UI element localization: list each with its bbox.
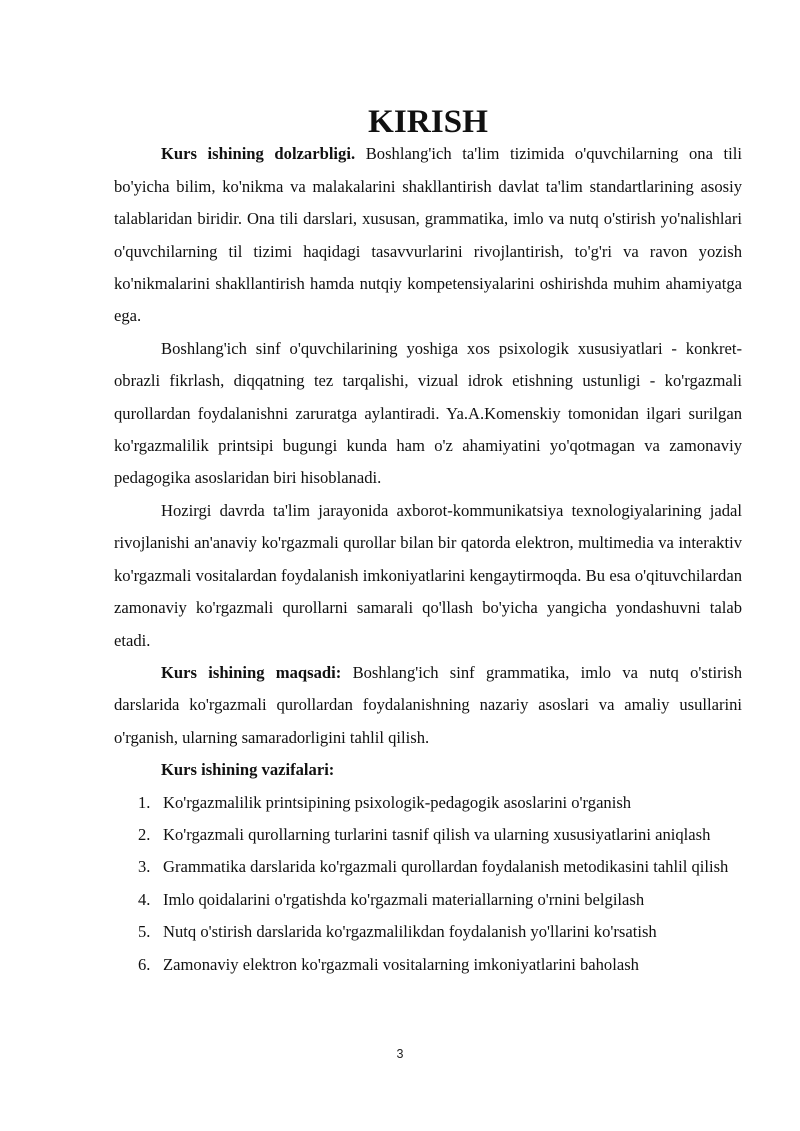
- paragraph-relevance: [114, 138, 742, 332]
- paragraph-text: Boshlang'ich sinf grammatika, imlo va nutq o'stirish darslarida ko'rgazmali qurollardan foydalanishning nazariy asoslari va amaliy usullarini o'rganish, ularning samaradorligini tahlil qilish.: [114, 662, 742, 747]
- list-item: [114, 819, 742, 851]
- paragraph-lead: Kurs ishining maqsadi:: [161, 662, 342, 682]
- page-number: 3: [396, 1047, 404, 1061]
- list-item-text: Grammatika darslarida ko'rgazmali qurollardan foydalanish metodikasini tahlil qilish: [163, 857, 729, 877]
- list-item: [114, 916, 742, 948]
- paragraph-goal: [114, 657, 742, 754]
- paragraph-text: Boshlang'ich ta'lim tizimida o'quvchilarning ona tili bo'yicha bilim, ko'nikma va malakalarini shakllantirish davlat ta'lim standartlarining asosiy talablaridan biridir. Ona tili darslari, xususan, grammatika, imlo va nutq o'stirish yo'nalishlari o'quvchilarning til tizimi haqidagi tasavvurlarini rivojlantirish, to'g'ri va ravon yozish ko'nikmalarini shakllantirish hamda nutqiy kompetensiyalarini oshirishda muhim ahamiyatga ega.: [114, 144, 742, 326]
- paragraph-psychology: [114, 333, 742, 495]
- tasks-list: [114, 787, 742, 981]
- list-item: [114, 884, 742, 916]
- list-item-text: Ko'rgazmalilik printsipining psixologik-pedagogik asoslarini o'rganish: [163, 792, 632, 812]
- paragraph-technology: [114, 495, 742, 657]
- paragraph-text: Hozirgi davrda ta'lim jarayonida axborot-kommunikatsiya texnologiyalarining jadal rivojlanishi an'anaviy ko'rgazmali qurollar bilan bir qatorda elektron, multimedia va interaktiv ko'rgazmali vositalardan foydalanish imkoniyatlarini kengaytirmoqda. Bu esa o'qituvchilardan zamonaviy ko'rgazmali qurollarni samarali qo'llash bo'yicha yangicha yondashuvni talab etadi.: [114, 500, 742, 650]
- list-item: [114, 851, 742, 883]
- list-item-number: 6.: [138, 954, 151, 974]
- list-item-text: Imlo qoidalarini o'rgatishda ko'rgazmali materiallarning o'rnini belgilash: [163, 889, 645, 909]
- list-item-number: 4.: [138, 889, 151, 909]
- paragraph-lead: Kurs ishining dolzarbligi.: [161, 144, 356, 164]
- list-item-text: Nutq o'stirish darslarida ko'rgazmalilikdan foydalanish yo'llarini ko'rsatish: [163, 922, 657, 942]
- list-item: [114, 949, 742, 981]
- list-item-number: 2.: [138, 824, 151, 844]
- page-body: [114, 103, 742, 981]
- paragraph-text: Boshlang'ich sinf o'quvchilarining yoshiga xos psixologik xususiyatlari - konkret-obrazli fikrlash, diqqatning tez tarqalishi, vizual idrok etishning ustunligi - ko'rgazmali qurollardan foydalanishni zaruratga aylantiradi. Ya.A.Komenskiy tomonidan ilgari surilgan ko'rgazmalilik printsipi bugungi kunda ham o'z ahamiyatini yo'qotmagan va zamonaviy pedagogika asoslaridan biri hisoblanadi.: [114, 338, 742, 488]
- list-item: [114, 787, 742, 819]
- list-item-text: Zamonaviy elektron ko'rgazmali vositalarning imkoniyatlarini baholash: [163, 954, 639, 974]
- list-item-number: 3.: [138, 857, 151, 877]
- section-heading: KIRISH: [368, 103, 488, 140]
- tasks-heading: Kurs ishining vazifalari:: [161, 760, 335, 780]
- list-item-number: 1.: [138, 792, 151, 812]
- list-item-number: 5.: [138, 922, 151, 942]
- list-item-text: Ko'rgazmali qurollarning turlarini tasnif qilish va ularning xususiyatlarini aniqlash: [163, 824, 711, 844]
